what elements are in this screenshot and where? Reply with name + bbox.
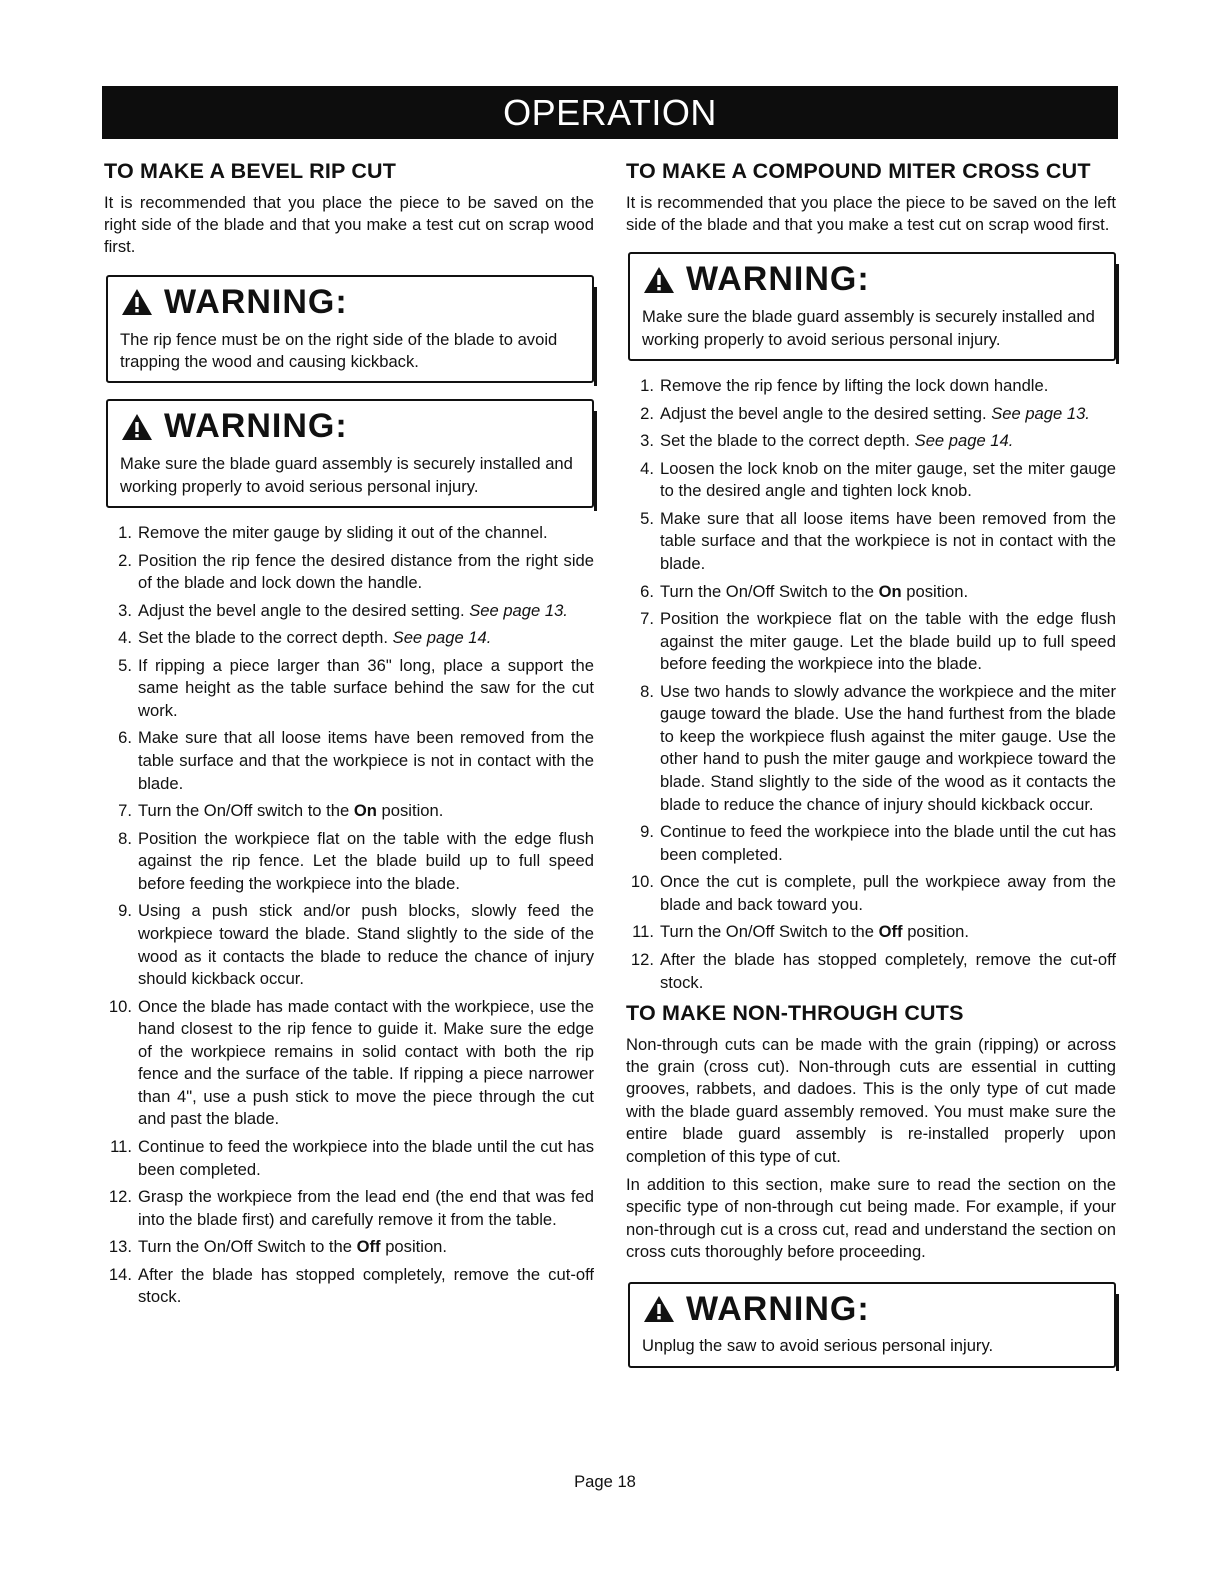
step-item (104, 900, 594, 990)
step-item (626, 921, 1116, 944)
step-number: 5. (640, 508, 654, 528)
step-item (626, 403, 1116, 426)
step-number: 8. (640, 681, 654, 701)
step-number: 2. (640, 403, 654, 423)
step-item (626, 949, 1116, 994)
step-item (626, 581, 1116, 604)
step-text-main: Set the blade to the correct depth. (660, 431, 910, 451)
step-bold: On (878, 581, 902, 601)
step-number: 2. (118, 550, 132, 570)
step-item (104, 627, 594, 650)
step-number: 7. (640, 609, 654, 629)
step-text-main: Position the workpiece flat on the table with the edge flush against the rip fence. Let the blade build up to full speed before feeding the workpiece into the blade. (138, 828, 594, 893)
step-number: 9. (640, 822, 654, 842)
step-item (626, 681, 1116, 816)
step-item (104, 727, 594, 795)
step-text-after: position. (907, 922, 970, 942)
step-bold: Off (356, 1237, 381, 1257)
page-number: Page 18 (574, 1472, 636, 1491)
warning-text: Make sure the blade guard assembly is securely installed and working properly to avoid serious personal injury. (120, 454, 573, 496)
step-text (660, 949, 1116, 994)
step-number: 4. (118, 628, 132, 648)
step-bold: On (353, 801, 377, 821)
warning-triangle-icon (120, 412, 154, 442)
step-text-main: Adjust the bevel angle to the desired setting. (660, 403, 987, 423)
step-item (104, 1186, 594, 1231)
warning-text: Unplug the saw to avoid serious personal injury. (642, 1336, 994, 1356)
step-text-main: Set the blade to the correct depth. (138, 628, 388, 648)
page-reference: See page 14. (392, 628, 492, 648)
step-text (138, 996, 594, 1131)
step-text-after: position. (906, 581, 969, 601)
step-text (660, 508, 1116, 576)
left-column (104, 160, 594, 1314)
step-text-main: Make sure that all loose items have been removed from the table surface and that the workpiece is not in contact with the blade. (138, 728, 594, 793)
step-number: 13. (108, 1237, 132, 1257)
step-text (138, 600, 594, 623)
step-item (104, 1264, 594, 1309)
step-number: 12. (630, 949, 654, 969)
step-text-main: Once the cut is complete, pull the workpiece away from the blade and back toward you. (660, 872, 1116, 914)
section-banner: OPERATION (102, 86, 1118, 139)
step-bold: Off (878, 922, 903, 942)
step-text-main: Continue to feed the workpiece into the blade until the cut has been completed. (138, 1137, 594, 1179)
right-column (626, 160, 1116, 1382)
step-text-after: position. (385, 1237, 448, 1257)
step-text-main: Turn the On/Off Switch to the (660, 581, 874, 601)
step-text-main: Position the workpiece flat on the table with the edge flush against the miter gauge. Let the blade build up to full speed before feeding the workpiece into the blade. (660, 609, 1116, 674)
step-text-main: Remove the rip fence by lifting the lock down handle. (660, 376, 1049, 395)
step-item (626, 871, 1116, 916)
step-text-main: Using a push stick and/or push blocks, slowly feed the workpiece toward the blade. Stand slightly to the side of the wood as it contacts the blade to reduce the chance of injury should kickback occur. (138, 901, 594, 989)
step-text (138, 1264, 594, 1309)
step-text (660, 403, 1116, 426)
step-text-main: Turn the On/Off Switch to the (138, 1237, 352, 1257)
step-text (660, 871, 1116, 916)
step-text (138, 1236, 594, 1259)
step-item (104, 655, 594, 723)
step-text (138, 828, 594, 896)
step-item (626, 508, 1116, 576)
compound-miter-heading: TO MAKE A COMPOUND MITER CROSS CUT (626, 159, 1091, 183)
step-text-main: Loosen the lock knob on the miter gauge, set the miter gauge to the desired angle and tighten lock knob. (660, 458, 1116, 501)
page-reference: See page 13. (991, 403, 1090, 423)
step-text-main: Grasp the workpiece from the lead end (the end that was fed into the blade first) and carefully remove it from the table. (138, 1187, 594, 1229)
step-text (138, 522, 594, 545)
step-number: 3. (640, 431, 654, 451)
bevel-rip-heading: TO MAKE A BEVEL RIP CUT (104, 159, 397, 183)
step-text-main: Once the blade has made contact with the workpiece, use the hand closest to the rip fence to guide it. Make sure the edge of the workpiece remains in solid contact with both the rip fence and the surface of the table. If ripping a piece narrower than 4", use a push stick to move the piece through the cut and past the blade. (138, 996, 594, 1129)
step-number: 14. (108, 1264, 132, 1284)
step-text (660, 458, 1116, 503)
step-text (660, 581, 1116, 604)
step-number: 4. (640, 458, 654, 478)
step-number: 11. (632, 922, 654, 942)
page-reference: See page 13. (469, 600, 568, 620)
warning-title: WARNING: (642, 1289, 1104, 1330)
step-item (626, 821, 1116, 866)
step-text (138, 1186, 594, 1231)
compound-miter-steps (626, 375, 1116, 994)
step-text (138, 655, 594, 723)
step-number: 7. (118, 801, 132, 821)
step-text-main: Remove the miter gauge by sliding it out of the channel. (138, 522, 548, 542)
step-number: 3. (118, 600, 132, 620)
step-text (138, 900, 594, 990)
step-item (104, 1236, 594, 1259)
warning-triangle-icon (120, 287, 154, 317)
warning-triangle-icon (642, 265, 676, 295)
page-reference: See page 14. (914, 431, 1014, 451)
step-number: 12. (108, 1187, 132, 1207)
step-text (660, 375, 1116, 398)
step-item (104, 828, 594, 896)
step-text (660, 681, 1116, 816)
step-text (660, 430, 1116, 453)
step-text-main: If ripping a piece larger than 36" long, place a support the same height as the table surface behind the saw for the cut work. (138, 655, 594, 720)
warning-text: The rip fence must be on the right side of the blade to avoid trapping the wood and causing kickback. (120, 329, 558, 371)
step-number: 5. (118, 655, 132, 675)
step-number: 11. (110, 1137, 132, 1157)
step-item (104, 550, 594, 595)
step-number: 10. (630, 872, 654, 892)
step-item (104, 522, 594, 545)
step-number: 9. (118, 901, 132, 921)
step-number: 6. (118, 728, 132, 748)
warning-title: WARNING: (120, 406, 582, 447)
step-number: 6. (640, 581, 654, 601)
step-text-after: position. (381, 801, 444, 821)
step-text (138, 550, 594, 595)
step-item (104, 800, 594, 823)
step-text-main: After the blade has stopped completely, remove the cut-off stock. (138, 1264, 594, 1307)
step-text-main: After the blade has stopped completely, remove the cut-off stock. (660, 949, 1116, 992)
non-through-para-2: In addition to this section, make sure to read the section on the specific type of non-through cut being made. For example, if your non-through cut is a cross cut, read and understand the section on cross cuts thoroughly before proceeding. (626, 1175, 1116, 1262)
step-text-main: Position the rip fence the desired distance from the right side of the blade and lock down the handle. (138, 550, 594, 593)
step-text-main: Use two hands to slowly advance the workpiece and the miter gauge toward the blade. Use the hand furthest from the blade to keep the workpiece flush against the miter gauge. Use the other hand to push the miter gauge and workpiece toward the blade. Stand slightly to the side of the wood as it contacts the blade to reduce the chance of injury should kickback occur. (660, 681, 1116, 814)
warning-box-rip-fence (106, 275, 594, 384)
non-through-heading: TO MAKE NON-THROUGH CUTS (626, 1001, 964, 1026)
step-item (626, 430, 1116, 453)
step-item (626, 608, 1116, 676)
warning-title: WARNING: (642, 259, 1104, 300)
step-item (104, 600, 594, 623)
warning-triangle-icon (642, 1294, 676, 1324)
step-text (660, 921, 1116, 944)
step-item (626, 458, 1116, 503)
warning-box-unplug (628, 1282, 1116, 1368)
step-text-main: Continue to feed the workpiece into the blade until the cut has been completed. (660, 822, 1116, 864)
non-through-para-1: Non-through cuts can be made with the grain (ripping) or across the grain (cross cut). Non-through cuts are essential in cutting grooves, rabbets, and dadoes. This is the only type of cut made with the blade guard assembly removed. You must make sure the entire blade guard assembly is re-installed properly upon completion of this type of cut. (626, 1034, 1116, 1166)
bevel-rip-steps (104, 522, 594, 1309)
step-text (138, 1136, 594, 1181)
warning-title: WARNING: (120, 282, 582, 323)
step-text (138, 627, 594, 650)
step-number: 10. (108, 996, 132, 1016)
step-item (626, 375, 1116, 398)
step-text-main: Adjust the bevel angle to the desired setting. (138, 600, 465, 620)
bevel-rip-intro: It is recommended that you place the piece to be saved on the right side of the blade and that you make a test cut on scrap wood first. (104, 192, 594, 257)
step-text (138, 800, 594, 823)
warning-text: Make sure the blade guard assembly is securely installed and working properly to avoid serious personal injury. (642, 307, 1095, 349)
step-number: 1. (640, 376, 654, 395)
step-text-main: Turn the On/Off Switch to the (660, 922, 874, 942)
step-text-main: Make sure that all loose items have been removed from the table surface and that the workpiece is not in contact with the blade. (660, 508, 1116, 573)
step-number: 8. (118, 828, 132, 848)
step-text (660, 608, 1116, 676)
step-number: 1. (118, 522, 132, 542)
step-text-main: Turn the On/Off switch to the (138, 801, 350, 821)
step-text (138, 727, 594, 795)
step-item (104, 996, 594, 1131)
compound-miter-intro: It is recommended that you place the piece to be saved on the left side of the blade and that you make a test cut on scrap wood first. (626, 192, 1116, 235)
step-text (660, 821, 1116, 866)
warning-box-blade-guard (106, 399, 594, 508)
warning-box-blade-guard (628, 252, 1116, 361)
step-item (104, 1136, 594, 1181)
